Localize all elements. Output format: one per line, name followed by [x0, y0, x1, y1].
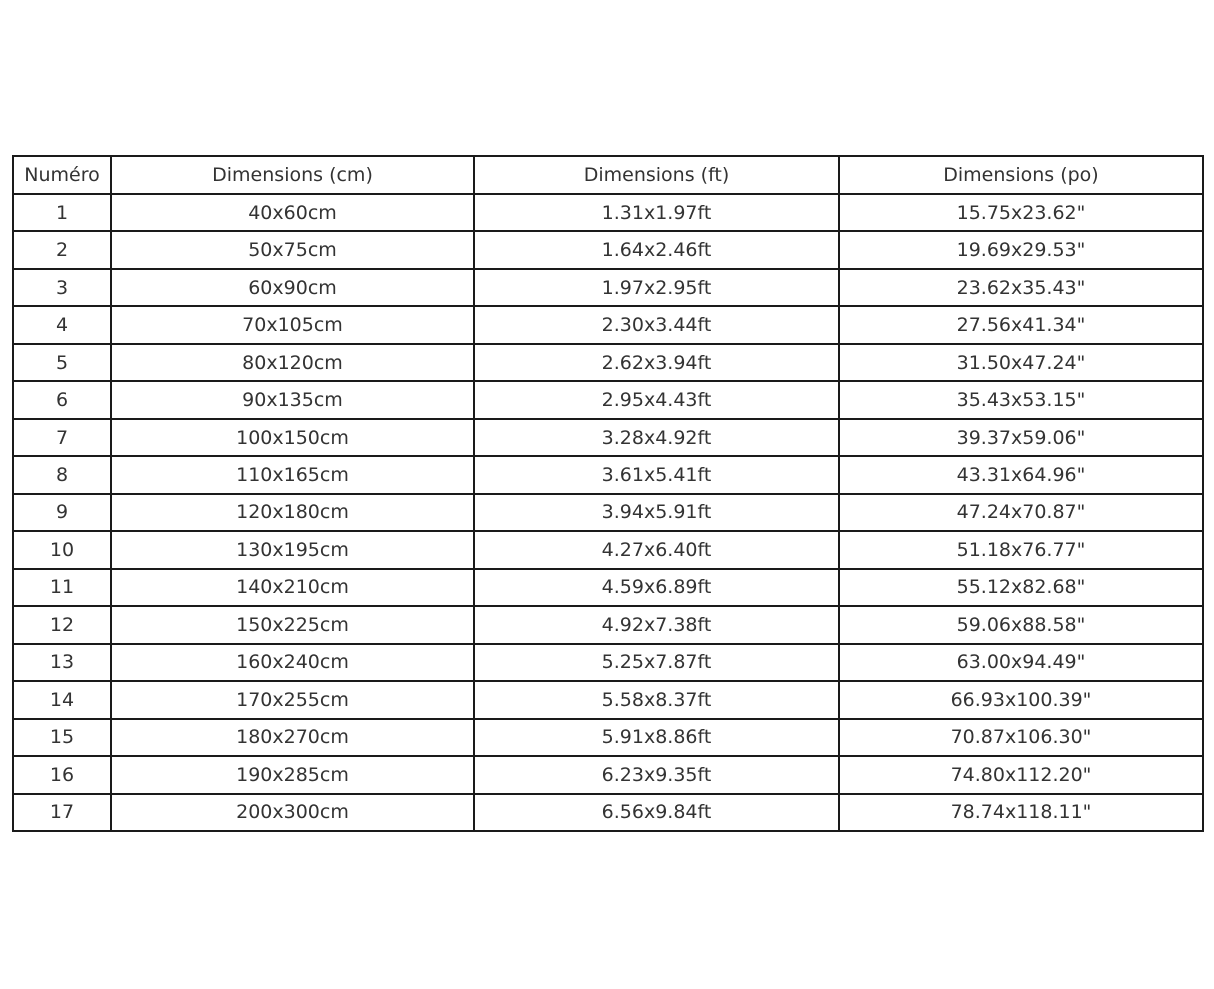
- table-row: [13, 231, 1203, 268]
- table-row: [13, 756, 1203, 793]
- table-row: [13, 419, 1203, 456]
- table-cell: 6.23x9.35ft: [474, 756, 839, 793]
- table-cell: 39.37x59.06": [839, 419, 1203, 456]
- table-cell: 6: [13, 381, 111, 418]
- table-cell: 4: [13, 306, 111, 343]
- table-cell: 47.24x70.87": [839, 494, 1203, 531]
- table-cell: 74.80x112.20": [839, 756, 1203, 793]
- table-cell: 5.91x8.86ft: [474, 719, 839, 756]
- table-row: [13, 606, 1203, 643]
- table-cell: 59.06x88.58": [839, 606, 1203, 643]
- table-cell: 78.74x118.11": [839, 794, 1203, 832]
- table-row: [13, 344, 1203, 381]
- table-cell: 9: [13, 494, 111, 531]
- table-cell: 190x285cm: [111, 756, 474, 793]
- table-cell: 4.59x6.89ft: [474, 569, 839, 606]
- table-cell: 14: [13, 681, 111, 718]
- table-cell: 2.30x3.44ft: [474, 306, 839, 343]
- table-cell: 60x90cm: [111, 269, 474, 306]
- table-cell: 110x165cm: [111, 456, 474, 493]
- table-cell: 70.87x106.30": [839, 719, 1203, 756]
- table-cell: 140x210cm: [111, 569, 474, 606]
- table-row: [13, 644, 1203, 681]
- table-cell: 100x150cm: [111, 419, 474, 456]
- table-row: [13, 194, 1203, 231]
- table-cell: 180x270cm: [111, 719, 474, 756]
- table-row: [13, 269, 1203, 306]
- table-cell: 90x135cm: [111, 381, 474, 418]
- table-row: [13, 306, 1203, 343]
- table-row: [13, 681, 1203, 718]
- table-cell: 16: [13, 756, 111, 793]
- table-cell: 5: [13, 344, 111, 381]
- dimensions-table: [12, 155, 1204, 832]
- table-cell: 10: [13, 531, 111, 568]
- column-header-po: Dimensions (po): [839, 156, 1203, 194]
- table-cell: 150x225cm: [111, 606, 474, 643]
- table-cell: 2.95x4.43ft: [474, 381, 839, 418]
- table-cell: 13: [13, 644, 111, 681]
- table-cell: 3: [13, 269, 111, 306]
- table-cell: 200x300cm: [111, 794, 474, 832]
- table-cell: 120x180cm: [111, 494, 474, 531]
- table-cell: 19.69x29.53": [839, 231, 1203, 268]
- table-row: [13, 569, 1203, 606]
- table-cell: 5.58x8.37ft: [474, 681, 839, 718]
- table-cell: 3.61x5.41ft: [474, 456, 839, 493]
- table-cell: 11: [13, 569, 111, 606]
- table-cell: 40x60cm: [111, 194, 474, 231]
- table-cell: 160x240cm: [111, 644, 474, 681]
- table-cell: 55.12x82.68": [839, 569, 1203, 606]
- table-cell: 6.56x9.84ft: [474, 794, 839, 832]
- table-row: [13, 381, 1203, 418]
- table-cell: 17: [13, 794, 111, 832]
- table-cell: 43.31x64.96": [839, 456, 1203, 493]
- table-cell: 27.56x41.34": [839, 306, 1203, 343]
- table-cell: 4.27x6.40ft: [474, 531, 839, 568]
- table-row: [13, 719, 1203, 756]
- table-cell: 1.31x1.97ft: [474, 194, 839, 231]
- table-row: [13, 794, 1203, 832]
- table-cell: 1.64x2.46ft: [474, 231, 839, 268]
- table-cell: 8: [13, 456, 111, 493]
- table-cell: 70x105cm: [111, 306, 474, 343]
- table-cell: 35.43x53.15": [839, 381, 1203, 418]
- table-cell: 15: [13, 719, 111, 756]
- table-cell: 1: [13, 194, 111, 231]
- table-cell: 51.18x76.77": [839, 531, 1203, 568]
- table-cell: 3.28x4.92ft: [474, 419, 839, 456]
- table-cell: 63.00x94.49": [839, 644, 1203, 681]
- table-cell: 2.62x3.94ft: [474, 344, 839, 381]
- table-row: [13, 494, 1203, 531]
- table-row: [13, 531, 1203, 568]
- column-header-cm: Dimensions (cm): [111, 156, 474, 194]
- column-header-ft: Dimensions (ft): [474, 156, 839, 194]
- table-cell: 3.94x5.91ft: [474, 494, 839, 531]
- table-cell: 80x120cm: [111, 344, 474, 381]
- table-cell: 23.62x35.43": [839, 269, 1203, 306]
- table-cell: 15.75x23.62": [839, 194, 1203, 231]
- table-cell: 50x75cm: [111, 231, 474, 268]
- table-cell: 7: [13, 419, 111, 456]
- table-cell: 4.92x7.38ft: [474, 606, 839, 643]
- column-header-numero: Numéro: [13, 156, 111, 194]
- table-cell: 5.25x7.87ft: [474, 644, 839, 681]
- table-cell: 170x255cm: [111, 681, 474, 718]
- table-cell: 2: [13, 231, 111, 268]
- table-cell: 66.93x100.39": [839, 681, 1203, 718]
- table-cell: 31.50x47.24": [839, 344, 1203, 381]
- table-cell: 130x195cm: [111, 531, 474, 568]
- table-cell: 1.97x2.95ft: [474, 269, 839, 306]
- table-row: [13, 456, 1203, 493]
- table-header-row: [13, 156, 1203, 194]
- table-cell: 12: [13, 606, 111, 643]
